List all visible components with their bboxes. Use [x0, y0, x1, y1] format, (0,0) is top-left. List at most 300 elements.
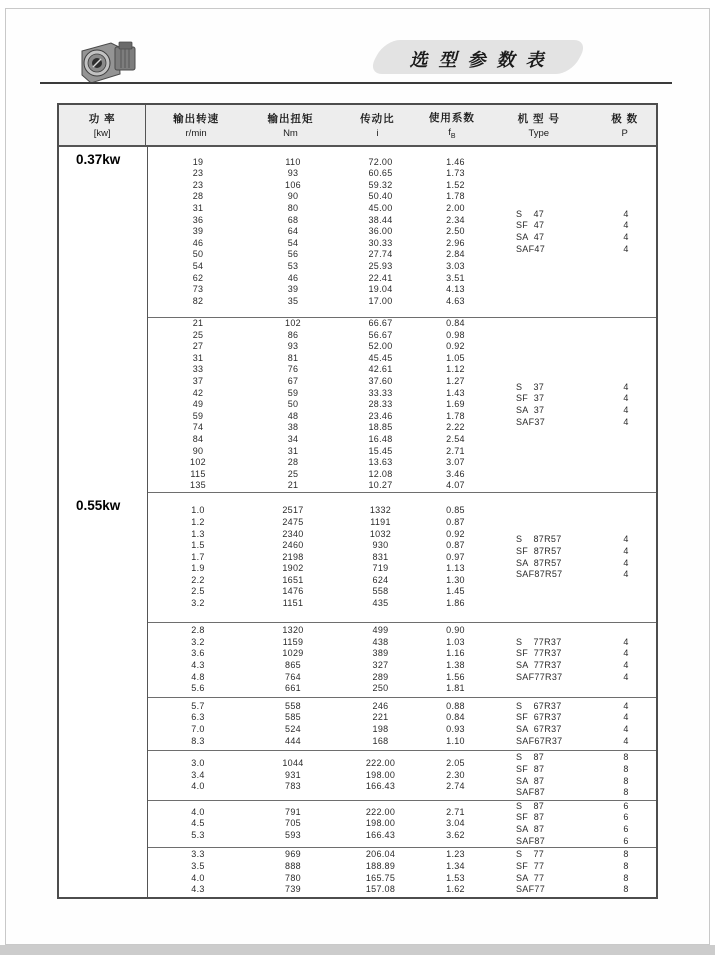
data-rows-column — [148, 758, 488, 793]
cell-poles: 4 — [623, 243, 629, 254]
cell-torque: 705 — [285, 818, 301, 829]
cell-torque: 764 — [285, 671, 301, 682]
cell-torque: 2198 — [282, 551, 304, 562]
type-row — [488, 724, 656, 736]
cell-ratio: 33.33 — [368, 387, 393, 398]
cell-speed: 31 — [192, 352, 204, 363]
cell-speed: 7.0 — [191, 724, 205, 734]
type-row — [488, 648, 656, 660]
cell-ratio: 246 — [372, 700, 389, 711]
data-block — [76, 492, 656, 622]
type-row — [488, 569, 656, 581]
cell-ratio: 16.48 — [368, 433, 393, 444]
cell-speed: 4.5 — [191, 818, 205, 829]
cell-speed: 49 — [192, 399, 204, 410]
cell-service-factor: 1.56 — [446, 671, 465, 682]
cell-service-factor: 2.30 — [446, 769, 465, 780]
cell-service-factor: 0.93 — [446, 724, 465, 734]
page-bottom-edge — [0, 945, 715, 955]
cell-poles: 4 — [623, 712, 629, 723]
cell-poles: 4 — [623, 700, 629, 711]
cell-torque: 39 — [287, 284, 299, 295]
data-row — [148, 411, 488, 423]
cell-ratio: 221 — [372, 712, 389, 723]
type-rows-column — [488, 701, 656, 747]
cell-ratio: 719 — [372, 563, 389, 574]
cell-service-factor: 2.96 — [446, 237, 465, 248]
type-row — [488, 232, 656, 244]
type-row — [488, 417, 656, 429]
type-row — [488, 824, 656, 836]
cell-torque: 46 — [287, 272, 299, 283]
cell-ratio: 250 — [372, 683, 389, 694]
cell-ratio: 222.00 — [365, 758, 396, 769]
cell-torque: 931 — [285, 769, 301, 780]
cell-torque: 1651 — [282, 574, 304, 585]
type-rows-column — [488, 209, 656, 255]
cell-service-factor: 3.46 — [446, 468, 465, 479]
cell-poles: 4 — [623, 381, 629, 392]
cell-speed: 3.4 — [191, 769, 205, 780]
cell-torque: 28 — [287, 457, 299, 468]
data-row — [148, 724, 488, 736]
cell-service-factor: 4.13 — [446, 284, 465, 295]
cell-torque: 524 — [285, 724, 301, 734]
cell-speed: 39 — [192, 226, 204, 237]
cell-poles: 8 — [623, 787, 629, 798]
cell-torque: 54 — [287, 237, 299, 248]
cell-speed: 2.5 — [191, 586, 205, 597]
cell-torque: 2340 — [282, 528, 304, 539]
data-row — [148, 296, 488, 308]
cell-speed: 3.0 — [191, 758, 205, 769]
cell-ratio: 56.67 — [368, 329, 393, 340]
cell-speed: 36 — [192, 214, 204, 225]
cell-torque: 38 — [287, 422, 299, 433]
cell-type: SAF37 — [516, 416, 546, 427]
cell-ratio: 389 — [372, 648, 389, 659]
cell-torque: 80 — [287, 203, 299, 214]
cell-type: SF 67R37 — [516, 712, 562, 723]
cell-service-factor: 1.78 — [446, 191, 465, 202]
cell-torque: 739 — [285, 884, 301, 895]
data-row — [148, 480, 488, 492]
col-header-unit: i — [376, 128, 379, 139]
cell-speed: 4.0 — [191, 872, 205, 883]
power-label: 0.37kw — [76, 152, 121, 167]
data-row — [148, 575, 488, 587]
type-row — [488, 546, 656, 558]
cell-torque: 1320 — [282, 625, 304, 636]
cell-service-factor: 0.84 — [446, 712, 465, 723]
cell-service-factor: 4.07 — [446, 480, 465, 491]
cell-poles: 8 — [623, 763, 629, 774]
cell-ratio: 45.00 — [368, 203, 393, 214]
cell-service-factor: 1.78 — [446, 410, 465, 421]
col-header-type — [484, 105, 593, 145]
cell-torque: 76 — [287, 364, 299, 375]
cell-service-factor: 1.52 — [446, 179, 465, 190]
cell-ratio: 624 — [372, 574, 389, 585]
col-header-power — [59, 105, 146, 145]
data-row — [148, 540, 488, 552]
cell-service-factor: 1.34 — [446, 860, 465, 871]
cell-torque: 1902 — [282, 563, 304, 574]
cell-type: SA 87 — [516, 824, 545, 834]
cell-service-factor: 2.50 — [446, 226, 465, 237]
cell-type: S 87 — [516, 752, 545, 763]
cell-service-factor: 1.81 — [446, 683, 465, 694]
cell-poles: 8 — [623, 849, 629, 860]
cell-service-factor: 2.54 — [446, 433, 465, 444]
col-header-label: 输出转速 — [173, 113, 220, 125]
cell-service-factor: 1.69 — [446, 399, 465, 410]
col-header-label: 传动比 — [360, 113, 395, 125]
cell-speed: 4.3 — [191, 660, 205, 670]
cell-ratio: 206.04 — [365, 849, 396, 860]
data-row — [148, 884, 488, 896]
cell-ratio: 18.85 — [368, 422, 393, 433]
page-title: 选 型 参 数 表 — [409, 50, 547, 70]
cell-type: S 47 — [516, 208, 545, 219]
cell-speed: 28 — [192, 191, 204, 202]
cell-poles: 4 — [623, 557, 629, 568]
cell-ratio: 165.75 — [365, 872, 396, 883]
page-title-banner — [368, 40, 588, 74]
cell-ratio: 1191 — [370, 516, 391, 527]
cell-type: SAF67R37 — [516, 735, 563, 746]
data-row — [148, 552, 488, 564]
cell-ratio: 157.08 — [365, 884, 396, 895]
cell-type: SF 77R37 — [516, 648, 562, 659]
cell-ratio: 59.32 — [368, 179, 393, 190]
data-block — [148, 800, 656, 847]
cell-poles: 4 — [623, 405, 629, 415]
cell-speed: 1.2 — [191, 516, 205, 527]
cell-torque: 102 — [285, 318, 301, 329]
cell-ratio: 27.74 — [368, 249, 393, 260]
data-row — [148, 422, 488, 434]
data-row — [148, 517, 488, 529]
cell-ratio: 52.00 — [368, 341, 393, 352]
cell-service-factor: 2.22 — [446, 422, 465, 433]
data-row — [148, 341, 488, 353]
cell-speed: 3.3 — [191, 849, 205, 860]
cell-ratio: 166.43 — [365, 781, 396, 792]
type-row — [488, 220, 656, 232]
data-row — [148, 249, 488, 261]
data-row — [148, 701, 488, 713]
cell-type: SAF87 — [516, 787, 546, 798]
cell-speed: 4.0 — [191, 781, 205, 792]
cell-torque: 661 — [285, 683, 301, 694]
cell-ratio: 23.46 — [368, 410, 393, 421]
data-row — [148, 712, 488, 724]
cell-speed: 50 — [192, 249, 204, 260]
data-row — [148, 330, 488, 342]
type-rows-column — [488, 637, 656, 683]
cell-poles: 4 — [623, 636, 629, 647]
cell-type: SA 87 — [516, 775, 545, 786]
cell-speed: 3.5 — [191, 860, 205, 871]
cell-service-factor: 1.16 — [446, 648, 465, 659]
cell-torque: 969 — [285, 849, 301, 860]
data-row — [148, 660, 488, 672]
cell-service-factor: 3.03 — [446, 260, 465, 271]
col-header-unit: [kw] — [93, 128, 111, 139]
cell-poles: 8 — [623, 884, 629, 895]
cell-torque: 31 — [287, 445, 299, 456]
type-row — [488, 849, 656, 861]
data-row — [148, 849, 488, 861]
type-row — [488, 534, 656, 546]
cell-speed: 1.3 — [191, 528, 205, 539]
cell-ratio: 930 — [372, 540, 389, 551]
cell-service-factor: 1.13 — [446, 563, 465, 574]
cell-torque: 67 — [287, 376, 299, 387]
data-row — [148, 261, 488, 273]
cell-torque: 81 — [287, 352, 299, 363]
cell-ratio: 22.41 — [368, 272, 393, 283]
cell-poles: 4 — [623, 724, 629, 734]
cell-type: SAF87 — [516, 835, 546, 846]
cell-type: S 87 — [516, 800, 545, 811]
cell-torque: 53 — [287, 260, 299, 271]
cell-type: SAF87R57 — [516, 569, 563, 580]
cell-type: SAF47 — [516, 243, 546, 254]
cell-speed: 42 — [192, 387, 204, 398]
cell-speed: 82 — [192, 295, 204, 306]
cell-service-factor: 2.84 — [446, 249, 465, 260]
cell-service-factor: 2.71 — [446, 445, 465, 456]
cell-speed: 90 — [192, 445, 204, 456]
cell-ratio: 50.40 — [368, 191, 393, 202]
cell-speed: 54 — [192, 260, 204, 271]
type-row — [488, 884, 656, 896]
cell-service-factor: 3.51 — [446, 272, 465, 283]
cell-torque: 865 — [285, 660, 301, 670]
data-block — [148, 317, 656, 492]
type-row — [488, 558, 656, 570]
cell-torque: 106 — [285, 179, 301, 190]
cell-torque: 1044 — [282, 758, 304, 769]
col-header-torque — [246, 105, 335, 145]
cell-service-factor: 2.05 — [446, 758, 465, 769]
type-row — [488, 764, 656, 776]
data-row — [148, 625, 488, 637]
cell-poles: 4 — [623, 735, 629, 746]
cell-torque: 25 — [287, 468, 299, 479]
cell-type: SA 77R37 — [516, 660, 562, 670]
cell-service-factor: 1.10 — [446, 735, 465, 746]
cell-type: SAF77 — [516, 884, 546, 895]
cell-speed: 3.6 — [191, 648, 205, 659]
cell-ratio: 188.89 — [365, 860, 396, 871]
cell-poles: 4 — [623, 545, 629, 556]
cell-speed: 102 — [190, 457, 206, 468]
cell-speed: 5.7 — [191, 700, 205, 711]
cell-speed: 37 — [192, 376, 204, 387]
cell-service-factor: 0.98 — [446, 329, 465, 340]
type-rows-column — [488, 801, 656, 847]
cell-torque: 593 — [285, 829, 301, 840]
cell-speed: 1.9 — [191, 563, 205, 574]
cell-speed: 8.3 — [191, 735, 205, 746]
cell-speed: 33 — [192, 364, 204, 375]
cell-speed: 21 — [192, 318, 204, 329]
data-row — [148, 598, 488, 610]
cell-torque: 783 — [285, 781, 301, 792]
cell-torque: 2517 — [282, 505, 304, 516]
cell-service-factor: 0.92 — [446, 528, 465, 539]
cell-service-factor: 2.74 — [446, 781, 465, 792]
cell-service-factor: 1.53 — [446, 872, 465, 883]
col-header-speed — [146, 105, 245, 145]
data-rows-column — [148, 318, 488, 492]
cell-poles: 6 — [623, 824, 629, 834]
cell-ratio: 166.43 — [365, 829, 396, 840]
type-row — [488, 836, 656, 848]
col-header-label: 输出扭矩 — [267, 113, 314, 125]
data-row — [148, 457, 488, 469]
type-row — [488, 801, 656, 813]
cell-ratio: 289 — [372, 671, 389, 682]
cell-poles: 4 — [623, 671, 629, 682]
data-row — [148, 873, 488, 885]
cell-speed: 74 — [192, 422, 204, 433]
type-row — [488, 382, 656, 394]
cell-ratio: 435 — [372, 598, 389, 609]
cell-poles: 4 — [623, 660, 629, 670]
type-row — [488, 861, 656, 873]
cell-ratio: 72.00 — [368, 156, 393, 167]
cell-ratio: 66.67 — [368, 318, 393, 329]
cell-speed: 25 — [192, 329, 204, 340]
data-row — [148, 586, 488, 598]
data-rows-column — [148, 701, 488, 747]
cell-service-factor: 1.46 — [446, 156, 465, 167]
type-row — [488, 873, 656, 885]
data-block — [148, 697, 656, 750]
type-row — [488, 736, 656, 748]
cell-type: SA 87R57 — [516, 557, 562, 568]
cell-service-factor: 1.43 — [446, 387, 465, 398]
cell-torque: 780 — [285, 872, 301, 883]
cell-type: S 37 — [516, 381, 545, 392]
data-row — [148, 376, 488, 388]
col-header-unit: P — [621, 128, 628, 139]
data-rows-column — [148, 505, 488, 609]
cell-speed: 6.3 — [191, 712, 205, 723]
cell-poles: 8 — [623, 752, 629, 763]
col-header-label: 机 型 号 — [517, 113, 560, 125]
cell-service-factor: 0.90 — [446, 625, 465, 636]
cell-ratio: 198 — [372, 724, 389, 734]
cell-poles: 4 — [623, 569, 629, 580]
cell-service-factor: 1.45 — [446, 586, 465, 597]
data-row — [148, 168, 488, 180]
col-header-unit: r/min — [185, 128, 207, 139]
type-row — [488, 393, 656, 405]
data-row — [148, 318, 488, 330]
cell-ratio: 1332 — [369, 505, 392, 516]
cell-speed: 46 — [192, 237, 204, 248]
cell-poles: 6 — [623, 812, 629, 823]
cell-speed: 23 — [192, 168, 204, 179]
cell-ratio: 12.08 — [368, 468, 393, 479]
data-row — [148, 180, 488, 192]
data-block — [148, 847, 656, 897]
cell-ratio: 42.61 — [368, 364, 393, 375]
data-row — [148, 637, 488, 649]
cell-poles: 8 — [623, 872, 629, 883]
cell-poles: 4 — [623, 232, 629, 242]
cell-ratio: 327 — [372, 660, 389, 670]
cell-service-factor: 1.23 — [446, 849, 465, 860]
data-row — [148, 648, 488, 660]
cell-speed: 1.5 — [191, 540, 205, 551]
cell-speed: 115 — [190, 468, 206, 479]
cell-type: SF 37 — [516, 393, 545, 404]
type-rows-column — [488, 534, 656, 580]
cell-ratio: 198.00 — [365, 769, 396, 780]
type-row — [488, 660, 656, 672]
cell-type: SF 87R57 — [516, 545, 562, 556]
cell-service-factor: 3.04 — [446, 818, 465, 829]
cell-torque: 2460 — [282, 540, 304, 551]
cell-speed: 31 — [192, 203, 204, 214]
cell-service-factor: 0.92 — [446, 341, 465, 352]
data-block — [148, 622, 656, 697]
data-row — [148, 529, 488, 541]
type-row — [488, 637, 656, 649]
cell-torque: 50 — [287, 399, 299, 410]
cell-poles: 4 — [623, 648, 629, 659]
data-row — [148, 203, 488, 215]
cell-type: S 77 — [516, 849, 545, 860]
data-row — [148, 157, 488, 169]
type-rows-column — [488, 849, 656, 895]
power-label: 0.55kw — [76, 498, 121, 513]
cell-torque: 558 — [285, 700, 301, 711]
cell-ratio: 25.93 — [368, 260, 393, 271]
cell-ratio: 198.00 — [365, 818, 396, 829]
cell-service-factor: 0.87 — [446, 540, 465, 551]
cell-torque: 90 — [287, 191, 299, 202]
cell-type: SF 87 — [516, 763, 545, 774]
cell-ratio: 37.60 — [368, 376, 393, 387]
type-row — [488, 752, 656, 764]
table-header-row — [59, 105, 656, 147]
cell-speed: 27 — [192, 341, 204, 352]
cell-ratio: 1032 — [369, 528, 392, 539]
col-header-label: 使用系数 — [428, 112, 475, 125]
type-row — [488, 812, 656, 824]
data-row — [148, 830, 488, 842]
cell-service-factor: 1.62 — [446, 884, 465, 895]
data-block — [76, 147, 656, 317]
cell-speed: 4.3 — [191, 884, 205, 895]
gearmotor-image — [75, 36, 141, 88]
cell-ratio: 499 — [372, 625, 389, 636]
data-row — [148, 226, 488, 238]
cell-service-factor: 1.73 — [446, 168, 465, 179]
table-body — [76, 147, 656, 897]
col-header-unit: Type — [528, 128, 550, 139]
cell-speed: 2.2 — [191, 574, 205, 585]
cell-speed: 73 — [192, 284, 204, 295]
cell-service-factor: 1.30 — [446, 574, 465, 585]
